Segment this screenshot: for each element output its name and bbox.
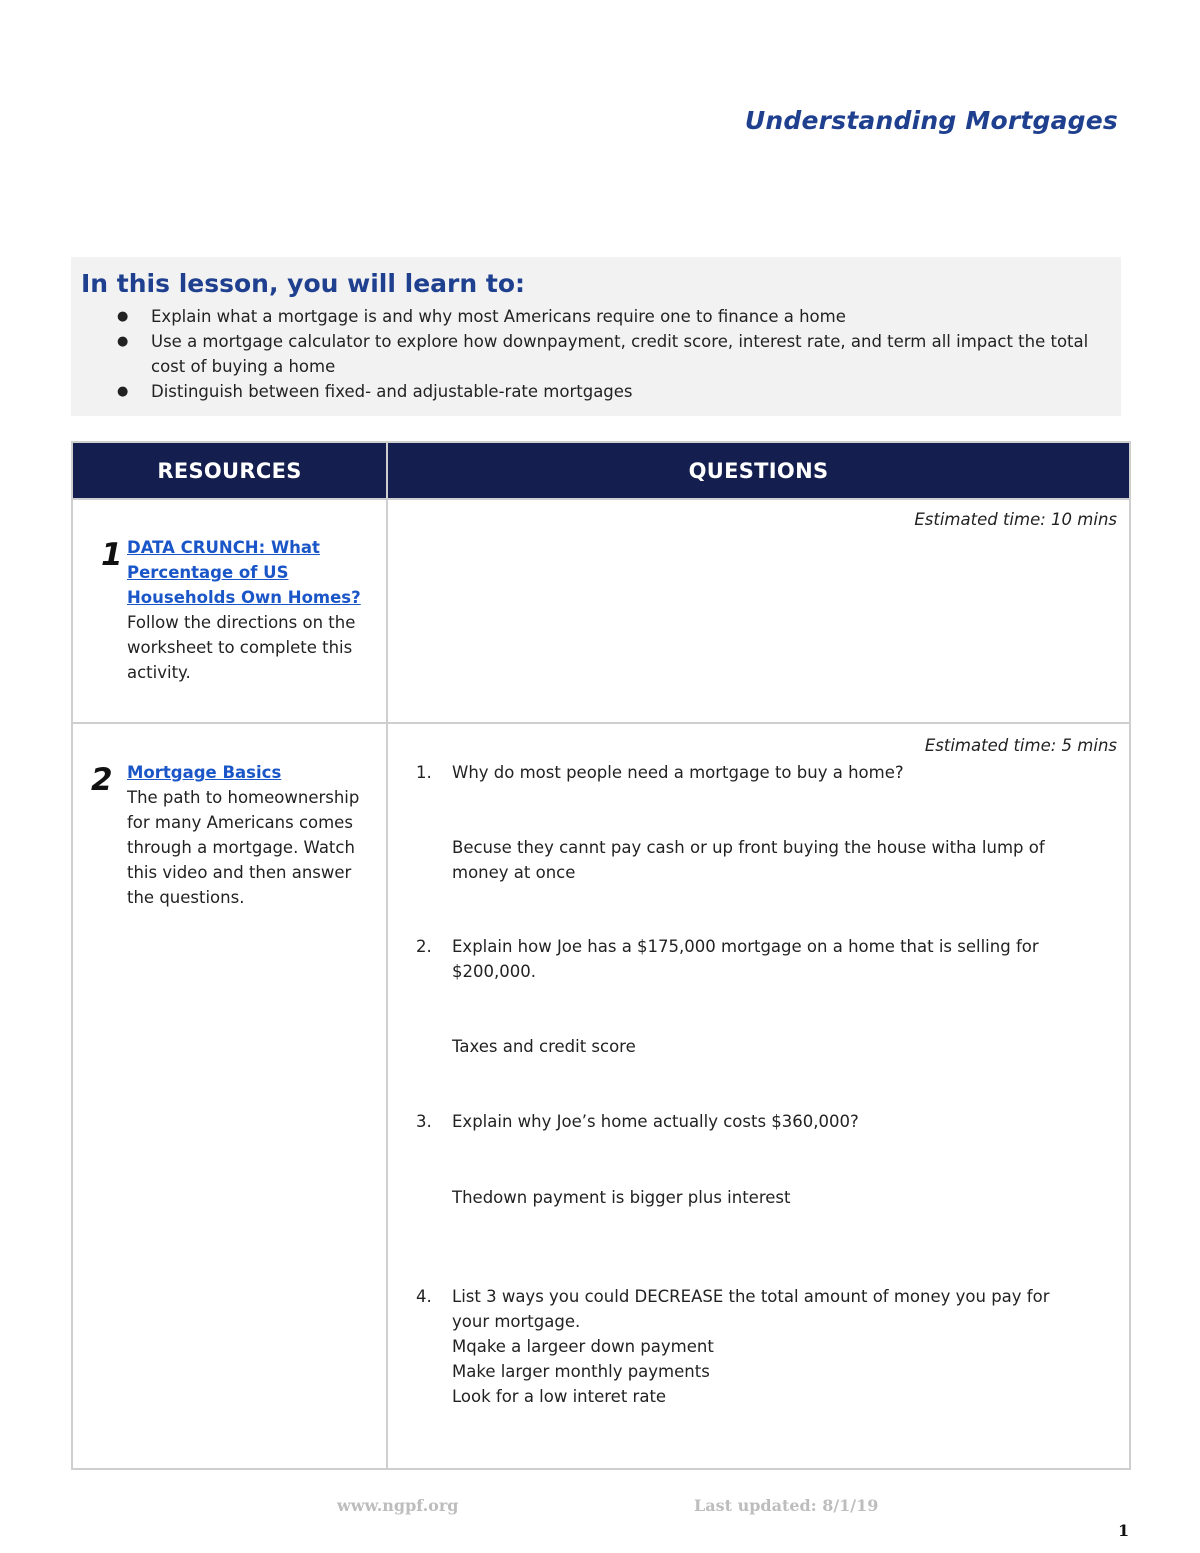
- objective-item: [117, 329, 1111, 379]
- footer-last-updated: Last updated: 8/1/19: [694, 1496, 879, 1515]
- answer-text[interactable]: Becuse they cannt pay cash or up front buying the house witha lump of money at once: [452, 838, 1045, 882]
- resource-link-mortgage-basics[interactable]: Mortgage Basics: [127, 763, 282, 782]
- question-number: 2.: [416, 937, 432, 956]
- learning-objectives-box: [71, 257, 1121, 416]
- objective-text: Use a mortgage calculator to explore how downpayment, credit score, interest rate, and term all impact the total cost of buying a home: [151, 332, 1089, 376]
- question-text: Explain why Joe’s home actually costs $360,000?: [452, 1112, 859, 1131]
- question-number: 4.: [416, 1287, 432, 1306]
- question-item: [416, 1109, 1086, 1134]
- estimated-time: Estimated time: 10 mins: [914, 510, 1117, 529]
- resource-description: The path to homeownership for many Americans comes through a mortgage. Watch this video and then answer the questions.: [127, 788, 360, 907]
- answer-text[interactable]: Mqake a largeer down payment Make larger monthly payments Look for a low interet rate: [452, 1337, 714, 1406]
- question-item: [416, 934, 1086, 984]
- questions-header: QUESTIONS: [388, 443, 1129, 498]
- objectives-heading: In this lesson, you will learn to:: [81, 269, 525, 298]
- row-number: 2: [91, 762, 113, 798]
- answer-text[interactable]: Taxes and credit score: [452, 1037, 636, 1056]
- page-number: 1: [1118, 1521, 1130, 1540]
- document-title: Understanding Mortgages: [744, 106, 1118, 135]
- answer-text[interactable]: Thedown payment is bigger plus interest: [452, 1188, 791, 1207]
- objective-item: [117, 379, 1111, 404]
- question-number: 3.: [416, 1112, 432, 1131]
- bullet-icon: ●: [117, 334, 129, 349]
- objectives-list: [81, 304, 1111, 404]
- bullet-icon: ●: [117, 309, 129, 324]
- resources-questions-table: [71, 441, 1131, 1470]
- objective-text: Explain what a mortgage is and why most Americans require one to finance a home: [151, 307, 846, 326]
- row-number: 1: [101, 537, 123, 573]
- row-divider: [73, 722, 1129, 724]
- column-divider: [386, 443, 388, 1470]
- resource-cell: [127, 760, 382, 910]
- question-text: List 3 ways you could DECREASE the total amount of money you pay for your mortgage.: [452, 1287, 1050, 1331]
- question-item: [416, 760, 1086, 785]
- estimated-time: Estimated time: 5 mins: [924, 736, 1117, 755]
- resource-cell: [127, 535, 382, 685]
- bullet-icon: ●: [117, 384, 129, 399]
- objective-item: [117, 304, 1111, 329]
- question-number: 1.: [416, 763, 432, 782]
- header-divider: [73, 498, 1129, 500]
- resources-header: RESOURCES: [73, 443, 386, 498]
- question-text: Why do most people need a mortgage to buy a home?: [452, 763, 904, 782]
- footer-website[interactable]: www.ngpf.org: [337, 1496, 459, 1515]
- question-text: Explain how Joe has a $175,000 mortgage on a home that is selling for $200,000.: [452, 937, 1039, 981]
- question-item: [416, 1284, 1086, 1334]
- resource-description: Follow the directions on the worksheet to complete this activity.: [127, 613, 356, 682]
- objective-text: Distinguish between fixed- and adjustable-rate mortgages: [151, 382, 633, 401]
- resource-link-data-crunch[interactable]: DATA CRUNCH: What Percentage of US Households Own Homes?: [127, 538, 361, 607]
